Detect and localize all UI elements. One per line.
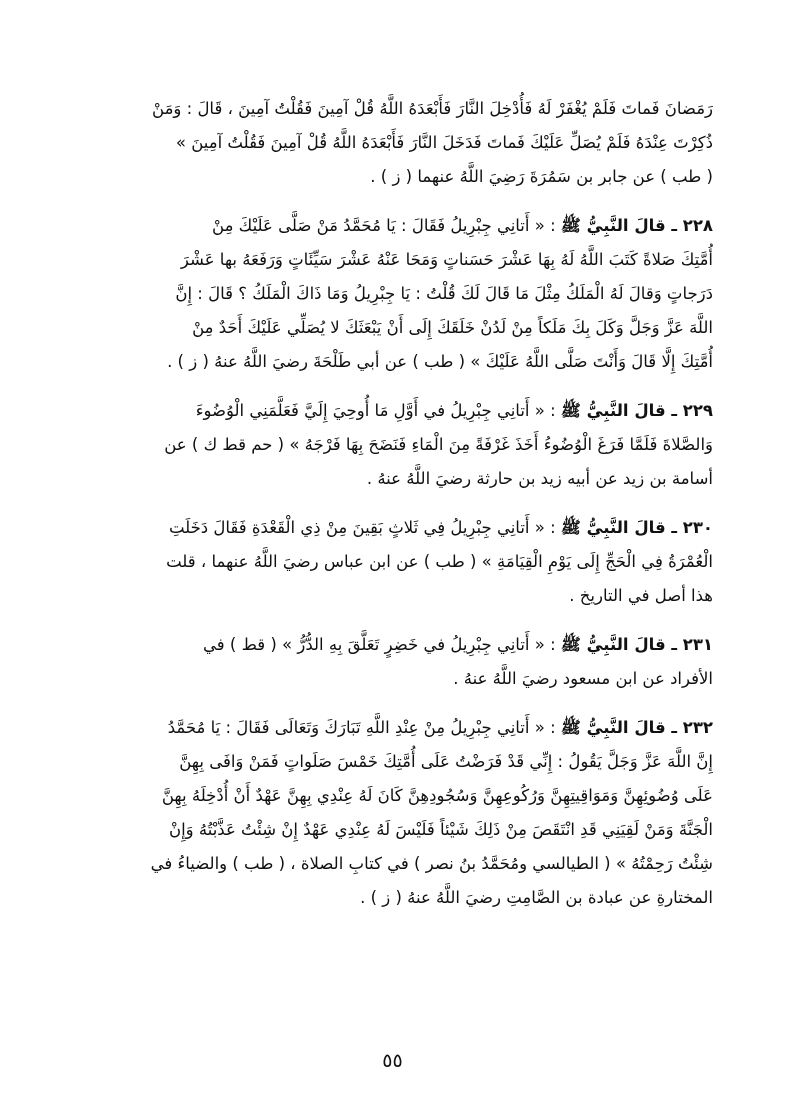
text-line: وَالصَّلاةَ فَلَمَّا فَرَغَ الْوُضُوءُ أَخَذَ غَرْفَةً مِنَ الْمَاءِ فَنَضَحَ بِهَا فَرْجَهُ » ( حم قط ك ) عن [164, 435, 713, 454]
text-line: أسامة بن زيد عن أبيه زيد بن حارثة رضيَ اللَّهُ عنهُ . [366, 469, 713, 488]
text-line: أُمَّتِكَ إِلَّا قَالَ وَأَنْتَ صَلَّى اللَّهُ عَلَيْكَ » ( طب ) عن أبي طَلْحَةَ رضيَ اللَّهُ عنهُ ( ز ) . [167, 352, 713, 371]
text-line: الْجَنَّةَ وَمَنْ لَقِيَنِي قَدِ انْتَقَصَ مِنْ ذَلِكَ شَيْئاً فَلَيْسَ لَهُ عِنْدِي عَهْدٌ إِنْ شِئْتُ عَذَّبْتُهُ وَإِنْ [168, 820, 713, 839]
text-line-rest: : « أَتانِي جِبْرِيلُ مِنْ عِنْدِ اللَّهِ تَبَارَكَ وَتَعَالَى فَقَالَ : يَا مُحَمَّدُ [167, 718, 556, 737]
text-line [96, 711, 713, 745]
text-line [96, 511, 713, 545]
text-line-rest: : « أَتانِي جِبْرِيلُ في خَضِرٍ تَعَلَّقَ بِهِ الدُّرُّ » ( قط ) في [203, 635, 556, 654]
text-line: أُمَّتِكَ صَلاةً كَتَبَ اللَّهُ لَهُ بِهَا عَشْرَ حَسَناتٍ وَمَحَا عَنْهُ عَشْرَ سَيِّئَاتٍ وَرَفَعَهُ بها عَشْرَ [180, 250, 713, 269]
text-line [96, 209, 713, 243]
text-line: دَرَجاتٍ وَقالَ لَهُ الْمَلَكُ مِثْلَ مَا قَالَ لَكَ قُلْتُ : يَا جِبْرِيلُ وَمَا ذَاكَ الْمَلَكُ ؟ قَالَ : إِنَّ [175, 284, 713, 303]
text-line: هذا أصل في التاريخ . [569, 586, 713, 605]
hadith-heading: ٢٣٢ ـ قالَ النَّبِيُّ ﷺ [560, 718, 713, 737]
text-line: المختارةِ عن عبادة بن الصَّامِتِ رضيَ اللَّهُ عنهُ ( ز ) . [360, 888, 713, 907]
hadith-231 [96, 628, 713, 696]
page-number: ٥٥ [382, 1050, 403, 1072]
text-line-rest: : « أَتانِي جِبْرِيلُ فَقَالَ : يَا مُحَمَّدُ مَنْ صَلَّى عَلَيْكَ مِنْ [212, 216, 556, 235]
text-line: إِنَّ اللَّهَ عَزَّ وَجَلَّ يَقُولُ : إِنِّي قَدْ فَرَضْتُ عَلَى أُمَّتِكَ خَمْسَ صَلَواتٍ فَمَنْ وَافَى بِهِنَّ [179, 752, 713, 771]
text-line: ذُكِرْتَ عِنْدَهُ فَلَمْ يُصَلِّ عَلَيْكَ فَماتَ فَدَخَلَ النَّارَ فَأَبْعَدَهُ اللَّهُ قُلْ آمِينَ فَقُلْتُ آمِينَ » [175, 133, 713, 152]
hadith-heading: ٢٢٩ ـ قالَ النَّبِيُّ ﷺ [560, 401, 713, 420]
hadith-heading: ٢٣٠ ـ قالَ النَّبِيُّ ﷺ [560, 518, 713, 537]
text-line [96, 394, 713, 428]
text-line: عَلَى وُضُوئِهِنَّ وَمَوَاقِيتِهِنَّ وَرُكُوعِهِنَّ وَسُجُودِهِنَّ كَانَ لَهُ عِنْدِي بِهِنَّ عَهْدٌ أَنْ أُدْخِلَهُ بِهِنَّ [161, 786, 713, 805]
text-line-rest: : « أَتانِي جِبْرِيلُ في أَوَّلِ مَا أُوحِيَ إِلَيَّ فَعَلَّمَنِي الْوُضُوءَ [195, 401, 556, 420]
text-line: ( طب ) عن جابر بن سَمُرَةَ رَضِيَ اللَّهُ عنهما ( ز ) . [370, 167, 713, 186]
text-line-rest: : « أَتانِي جِبْرِيلُ فِي ثَلاثٍ بَقِينَ مِنْ ذِي الْقَعْدَةِ فَقَالَ دَخَلَتِ [168, 518, 556, 537]
text-line [96, 628, 713, 662]
hadith-heading: ٢٢٨ ـ قالَ النَّبِيُّ ﷺ [560, 216, 713, 235]
hadith-heading: ٢٣١ ـ قالَ النَّبِيُّ ﷺ [560, 635, 713, 654]
text-line: اللَّهَ عَزَّ وَجَلَّ وَكَلَ بِكَ مَلَكاً مِنْ لَدُنْ خَلَقَكَ إِلَى أَنْ يَبْعَثَكَ لا يُصَلِّي عَلَيْكَ أَحَدٌ مِنْ [192, 318, 713, 337]
hadith-229 [96, 394, 713, 496]
hadith-228 [96, 209, 713, 379]
paragraph-continued [96, 92, 713, 194]
hadith-232 [96, 711, 713, 915]
text-line: الْعُمْرَةُ فِي الْحَجِّ إِلَى يَوْمِ الْقِيَامَةِ » ( طب ) عن ابن عباس رضيَ اللَّهُ عنهما ، قلت [166, 552, 713, 571]
text-line: الأفراد عن ابن مسعود رضيَ اللَّهُ عنهُ . [453, 669, 713, 688]
page-text [96, 92, 713, 1022]
hadith-230 [96, 511, 713, 613]
text-line: شِئْتُ رَحِمْتُهُ » ( الطيالسي ومُحَمَّدُ بنُ نصر ) في كتابِ الصلاة ، ( طب ) والضياءُ في [150, 854, 713, 873]
text-line: رَمَضانَ فَماتَ فَلَمْ يُغْفَرْ لَهُ فَأُدْخِلَ النَّارَ فَأَبْعَدَهُ اللَّهُ قُلْ آمِينَ فَقُلْتُ آمِينَ ، قَالَ : وَمَنْ [152, 99, 713, 118]
